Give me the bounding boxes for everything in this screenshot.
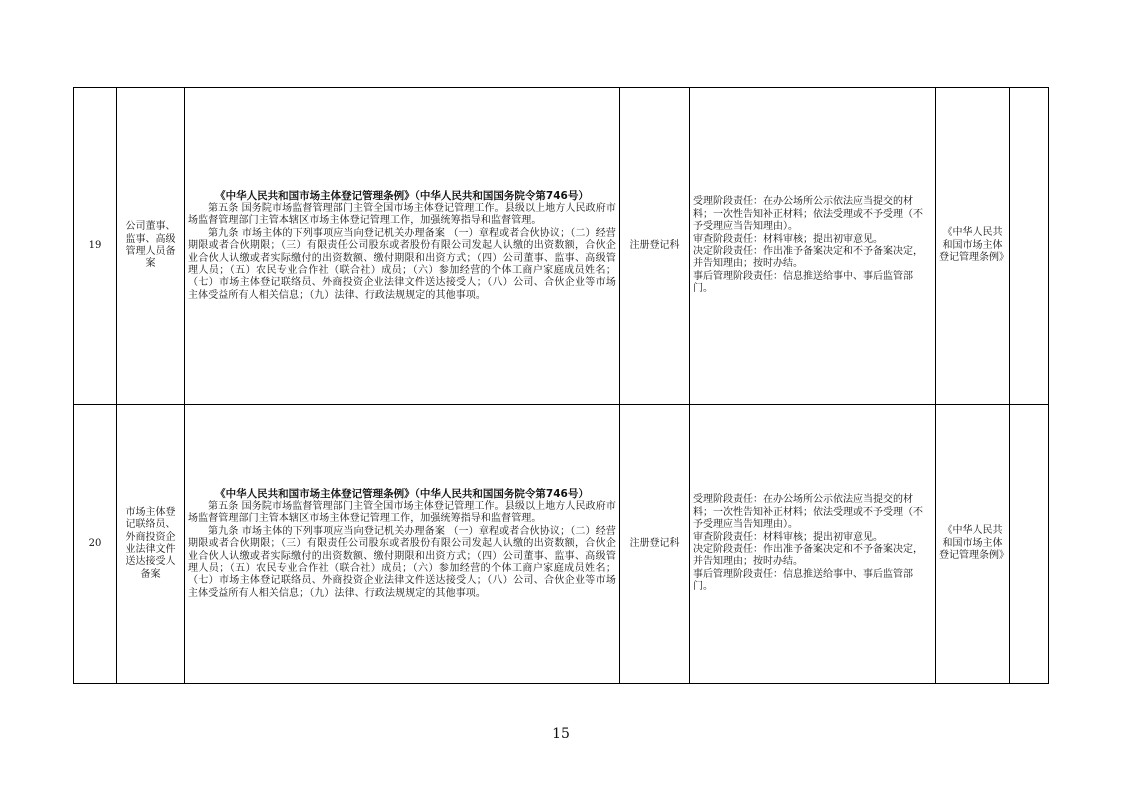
responsibility-table bbox=[73, 87, 1049, 684]
legal-basis-cell bbox=[185, 88, 620, 405]
responsibility-accept: 受理阶段责任：在办公场所公示依法应当提交的材料；一次性告知补正材料；依法受理或不予受理（不予受理应当告知理由）。 bbox=[693, 196, 923, 233]
legal-basis-article-5: 第五条 国务院市场监督管理部门主管全国市场主体登记管理工作。县级以上地方人民政府市场监督管理部门主管本辖区市场主体登记管理工作，加强统筹指导和监督管理。 bbox=[188, 202, 616, 227]
responsibility-cell bbox=[690, 88, 936, 405]
legal-basis-title: 《中华人民共和国市场主体登记管理条例》（中华人民共和国国务院令第746号） bbox=[215, 487, 589, 500]
responsibility-decision: 决定阶段责任：作出准予备案决定和不予备案决定，并告知理由；按时办结。 bbox=[693, 246, 923, 270]
responsible-department: 注册登记科 bbox=[620, 88, 690, 405]
responsibility-accept: 受理阶段责任：在办公场所公示依法应当提交的材料；一次性告知补正材料；依法受理或不予受理（不予受理应当告知理由）。 bbox=[693, 494, 923, 531]
remark-cell bbox=[1010, 88, 1049, 405]
responsibility-post-management: 事后管理阶段责任：信息推送给事中、事后监管部门。 bbox=[693, 568, 913, 593]
reference-regulation: 《中华人民共和国市场主体登记管理条例》 bbox=[936, 88, 1010, 405]
item-name: 公司董事、监事、高级管理人员备案 bbox=[117, 88, 185, 405]
table-row bbox=[74, 405, 1049, 684]
remark-cell bbox=[1010, 405, 1049, 684]
legal-basis-title: 《中华人民共和国市场主体登记管理条例》（中华人民共和国国务院令第746号） bbox=[215, 189, 589, 202]
responsible-department: 注册登记科 bbox=[620, 405, 690, 684]
item-number: 19 bbox=[74, 88, 117, 405]
item-name: 市场主体登记联络员、外商投资企业法律文件送达接受人备案 bbox=[117, 405, 185, 684]
legal-basis-cell bbox=[185, 405, 620, 684]
table-row bbox=[74, 88, 1049, 405]
responsibility-decision: 决定阶段责任：作出准予备案决定和不予备案决定，并告知理由；按时办结。 bbox=[693, 544, 923, 568]
responsibility-review: 审查阶段责任：材料审核；提出初审意见。 bbox=[693, 531, 883, 543]
reference-regulation: 《中华人民共和国市场主体登记管理条例》 bbox=[936, 405, 1010, 684]
responsibility-cell bbox=[690, 405, 936, 684]
legal-basis-article-9: 第九条 市场主体的下列事项应当向登记机关办理备案 （一）章程或者合伙协议；（二）经营期限或者合伙期限；（三）有限责任公司股东或者股份有限公司发起人认缴的出资数额，合伙企业合伙人认缴或者实际缴付的出资数额、缴付期限和出资方式；（四）公司董事、监事、高级管理人员；（五）农民专业合作社（联合社）成员；（六）参加经营的个体工商户家庭成员姓名；（七）市场主体登记联络员、外商投资企业法律文件送达接受人；（八）公司、合伙企业等市场主体受益所有人相关信息；（九）法律、行政法规规定的其他事项。 bbox=[188, 525, 616, 599]
page-number: 15 bbox=[552, 726, 570, 742]
legal-basis-article-9: 第九条 市场主体的下列事项应当向登记机关办理备案 （一）章程或者合伙协议；（二）经营期限或者合伙期限；（三）有限责任公司股东或者股份有限公司发起人认缴的出资数额，合伙企业合伙人认缴或者实际缴付的出资数额、缴付期限和出资方式；（四）公司董事、监事、高级管理人员；（五）农民专业合作社（联合社）成员；（六）参加经营的个体工商户家庭成员姓名；（七）市场主体登记联络员、外商投资企业法律文件送达接受人；（八）公司、合伙企业等市场主体受益所有人相关信息；（九）法律、行政法规规定的其他事项。 bbox=[188, 227, 616, 301]
item-number: 20 bbox=[74, 405, 117, 684]
responsibility-post-management: 事后管理阶段责任：信息推送给事中、事后监管部门。 bbox=[693, 270, 913, 295]
legal-basis-article-5: 第五条 国务院市场监督管理部门主管全国市场主体登记管理工作。县级以上地方人民政府市场监督管理部门主管本辖区市场主体登记管理工作，加强统筹指导和监督管理。 bbox=[188, 500, 616, 525]
responsibility-review: 审查阶段责任：材料审核；提出初审意见。 bbox=[693, 233, 883, 245]
